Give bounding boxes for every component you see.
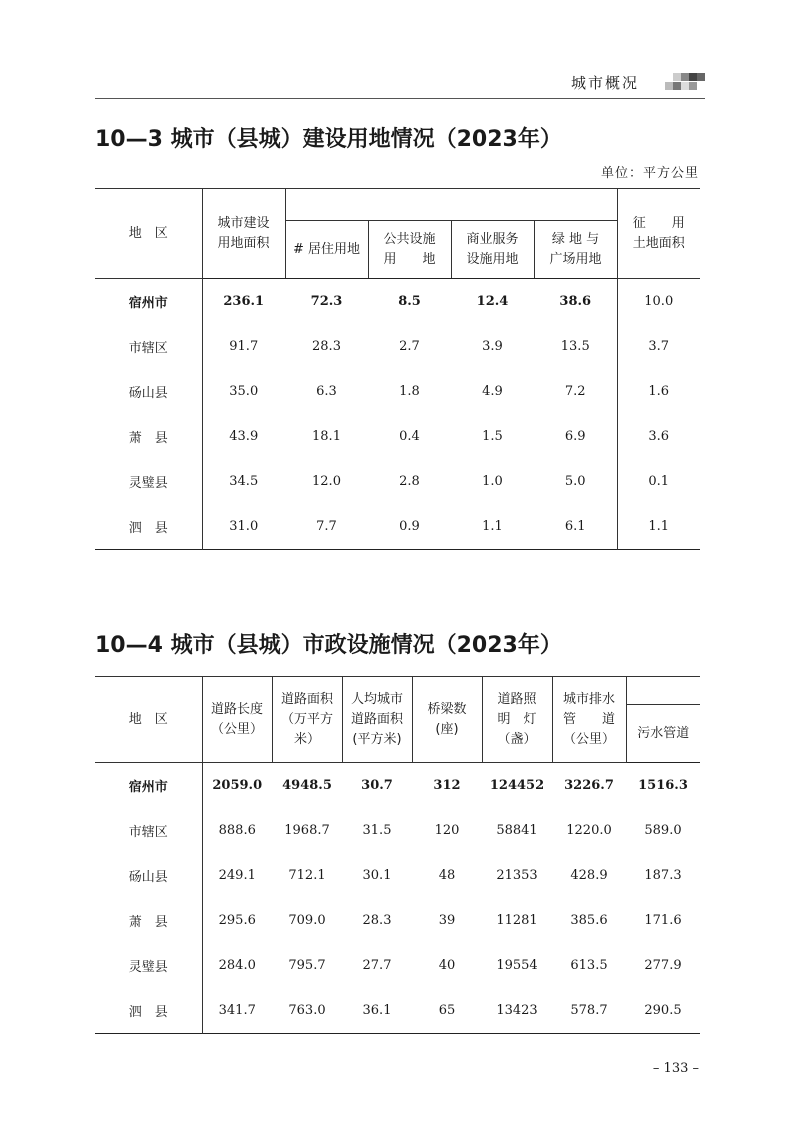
col-header-spacer [451,189,534,221]
table-row: 灵璧县 34.5 12.0 2.8 1.0 5.0 0.1 [95,459,700,504]
table-row: 砀山县 249.1 712.1 30.1 48 21353 428.9 187.3 [95,853,700,898]
running-header-text: 城市概况 [571,74,640,92]
col-header-commercial-land: 商业服务 设施用地 [451,221,534,279]
col-header-street-lights: 道路照 明 灯 （盏） [482,677,552,763]
col-header-region: 地 区 [95,677,202,763]
col-header-per-capita-road-area: 人均城市 道路面积 (平方米) [342,677,412,763]
table-row: 萧 县 43.9 18.1 0.4 1.5 6.9 3.6 [95,414,700,459]
municipal-facilities-table [95,676,700,1034]
header-rule [95,98,705,99]
col-header-sewage-pipes: 污水管道 [626,705,700,763]
table-row: 市辖区 888.6 1968.7 31.5 120 58841 1220.0 589.0 [95,808,700,853]
table1-title: 10—3 城市（县城）建设用地情况（2023年） [95,127,562,152]
col-header-spacer [534,189,617,221]
table-row: 萧 县 295.6 709.0 28.3 39 11281 385.6 171.6 [95,898,700,943]
col-header-spacer [368,189,451,221]
col-header-land-requisition: 征 用 土地面积 [617,189,700,279]
table-row: 市辖区 91.7 28.3 2.7 3.9 13.5 3.7 [95,324,700,369]
table-row: 砀山县 35.0 6.3 1.8 4.9 7.2 1.6 [95,369,700,414]
col-header-residential-land: # 居住用地 [285,221,368,279]
table-row: 宿州市 236.1 72.3 8.5 12.4 38.6 10.0 [95,279,700,325]
table-row: 泗 县 341.7 763.0 36.1 65 13423 578.7 290.5 [95,988,700,1034]
col-header-spacer [285,189,368,221]
table1-unit: 单位：平方公里 [600,166,699,181]
checker-decoration-icon [665,73,705,91]
col-header-urban-construction-land: 城市建设 用地面积 [202,189,285,279]
col-header-drainage-pipes: 城市排水 管 道 （公里） [552,677,626,763]
page-number: – 133 – [652,1061,699,1076]
table-row: 泗 县 31.0 7.7 0.9 1.1 6.1 1.1 [95,504,700,550]
col-header-region: 地 区 [95,189,202,279]
col-header-bridges: 桥梁数 (座) [412,677,482,763]
col-header-road-area: 道路面积 （万平方 米） [272,677,342,763]
table-row: 灵璧县 284.0 795.7 27.7 40 19554 613.5 277.9 [95,943,700,988]
col-header-road-length: 道路长度 （公里） [202,677,272,763]
col-header-green-square-land: 绿 地 与 广场用地 [534,221,617,279]
running-header [571,72,705,92]
land-use-table [95,188,700,550]
col-header-spacer [626,677,700,705]
col-header-public-facilities-land: 公共设施 用 地 [368,221,451,279]
table-row: 宿州市 2059.0 4948.5 30.7 312 124452 3226.7 1516.3 [95,763,700,809]
table2-title: 10—4 城市（县城）市政设施情况（2023年） [95,633,562,658]
